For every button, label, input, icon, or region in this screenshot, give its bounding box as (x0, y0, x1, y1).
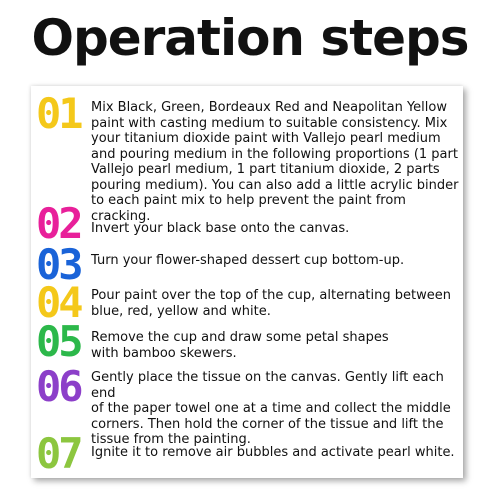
step-text-05: Remove the cup and draw some petal shapes with bamboo skewers. (91, 330, 389, 361)
step-number-04: 04 (36, 278, 81, 327)
step-text-07: Ignite it to remove air bubbles and activate pearl white. (91, 445, 455, 460)
step-text-03: Turn your flower-shaped dessert cup bottom-up. (91, 253, 405, 268)
step-text-01: Mix Black, Green, Bordeaux Red and Neapolitan Yellow paint with casting medium to suitable consistency. Mix your titanium dioxide paint with Vallejo pearl medium and pouring medium in the following proportions (1 part Vallejo pearl medium, 1 part titanium dioxide, 2 parts pouring medium). You can also add a little acrylic binder to each paint mix to help prevent the paint from cracking. (91, 100, 459, 224)
step-number-01: 01 (36, 89, 81, 138)
step-text-04: Pour paint over the top of the cup, alternating between blue, red, yellow and white. (91, 288, 451, 319)
step-number-07: 07 (36, 429, 81, 478)
step-number-05: 05 (36, 317, 81, 366)
step-number-06: 06 (36, 362, 81, 411)
step-number-03: 03 (36, 240, 81, 289)
page-title: Operation steps (31, 9, 469, 67)
step-text-02: Invert your black base onto the canvas. (91, 221, 350, 236)
step-text-06: Gently place the tissue on the canvas. Gently lift each end of the paper towel one at a time and collect the middle corners. Then hold the corner of the tissue and lift the tissue from the painting. (91, 370, 451, 447)
step-number-02: 02 (36, 199, 81, 248)
